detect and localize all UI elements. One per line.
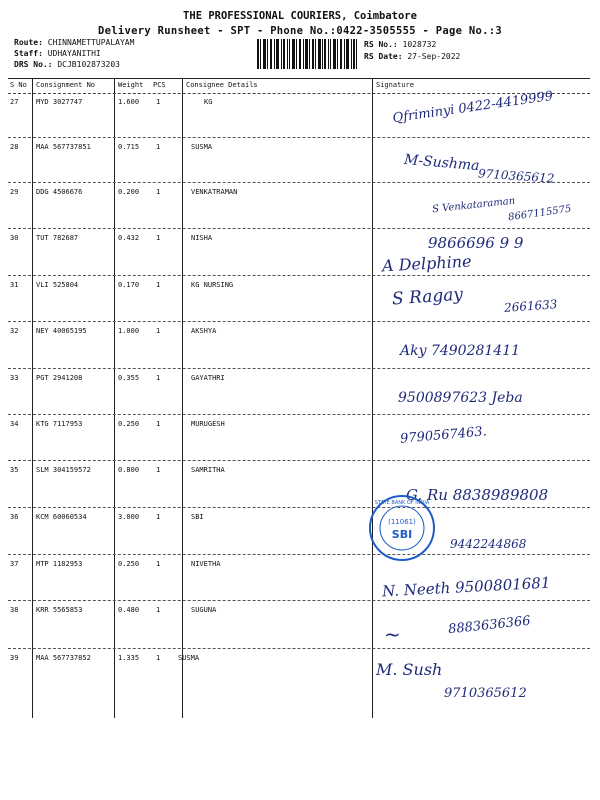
table-row — [8, 321, 590, 369]
row-consignment: TUT 782687 — [36, 234, 79, 242]
signature-mark: ~ — [384, 622, 401, 646]
signature: 9500897623 Jeba — [398, 390, 523, 406]
row-weight: 1.335 — [118, 654, 140, 662]
row-pcs: 1 — [156, 188, 161, 196]
row-weight: 0.715 — [118, 143, 140, 151]
row-consignment: NEY 40065195 — [36, 327, 87, 335]
drs-value: DCJB102873203 — [57, 60, 120, 69]
row-consignment: SLM 304159572 — [36, 466, 91, 474]
row-sno: 33 — [10, 374, 19, 382]
document-subtitle: Delivery Runsheet - SPT - Phone No.:0422-3505555 - Page No.:3 — [98, 25, 502, 37]
rs-date-label: RS Date: — [364, 52, 403, 61]
row-consignment: MTP 1182953 — [36, 560, 83, 568]
row-weight: 0.800 — [118, 466, 140, 474]
signature: A Delphine — [381, 251, 472, 276]
row-weight: 1.600 — [118, 98, 140, 106]
row-consignment: VLI 525804 — [36, 281, 79, 289]
phone-note: 9442244868 — [450, 537, 527, 551]
row-consignee: KG — [204, 98, 213, 106]
rs-date-value: 27-Sep-2022 — [407, 52, 461, 61]
row-weight: 3.000 — [118, 513, 140, 521]
row-sno: 34 — [10, 420, 19, 428]
phone-note: 2661633 — [503, 297, 558, 315]
row-sno: 32 — [10, 327, 19, 335]
table-row — [8, 368, 590, 415]
signature: M-Sushma — [403, 151, 481, 175]
row-consignee: SBI — [191, 513, 204, 521]
row-consignment: MAA 567737851 — [36, 143, 91, 151]
row-weight: 0.355 — [118, 374, 140, 382]
signature: N. Neeth 9500801681 — [381, 573, 551, 601]
row-sno: 29 — [10, 188, 19, 196]
row-sno: 38 — [10, 606, 19, 614]
row-weight: 0.200 — [118, 188, 140, 196]
drs-label: DRS No.: — [14, 60, 53, 69]
row-weight: 0.480 — [118, 606, 140, 614]
row-weight: 0.432 — [118, 234, 140, 242]
row-weight: 0.170 — [118, 281, 140, 289]
col-weight: Weight — [118, 81, 144, 89]
row-consignee: NISHA — [191, 234, 213, 242]
row-pcs: 1 — [156, 327, 161, 335]
phone-note: 8883636366 — [447, 613, 532, 638]
row-consignment: KTG 7117953 — [36, 420, 83, 428]
table-row — [8, 600, 590, 649]
table-row — [8, 460, 590, 508]
phone-note: 9710365612 — [477, 166, 555, 186]
stamp-sbi: SBI — [391, 528, 413, 541]
table-row — [8, 88, 590, 138]
phone-note: 9710365612 — [444, 686, 527, 701]
row-weight: 0.250 — [118, 420, 140, 428]
row-consignee: KG NURSING — [191, 281, 234, 289]
table-row — [8, 507, 590, 555]
rs-no-value: 1028732 — [402, 40, 437, 49]
signature: Qfriminyi 0422-4419999 — [391, 88, 554, 127]
row-consignee: MURUGESH — [191, 420, 225, 428]
row-consignee: NIVETHA — [191, 560, 221, 568]
row-consignee: SUSMA — [191, 143, 213, 151]
col-pcs: PCS — [153, 81, 166, 89]
row-consignee: SUGUNA — [191, 606, 217, 614]
rs-no-line — [364, 40, 436, 49]
col-consignment: Consignment No — [36, 81, 96, 89]
row-pcs: 1 — [156, 281, 161, 289]
stamp-top-text: STATE BANK OF INDIA — [374, 500, 430, 506]
table-row — [8, 137, 590, 186]
table-row — [8, 554, 590, 601]
phone-note: 9866696 9 9 — [428, 234, 524, 252]
row-consignee: VENKATRAMAN — [191, 188, 238, 196]
row-pcs: 1 — [156, 606, 161, 614]
route-label: Route: — [14, 38, 43, 47]
row-consignment: MYD 3027747 — [36, 98, 83, 106]
row-sno: 39 — [10, 654, 19, 662]
row-pcs: 1 — [156, 654, 161, 662]
row-consignee: AKSHYA — [191, 327, 217, 335]
row-weight: 1.000 — [118, 327, 140, 335]
row-weight: 0.250 — [118, 560, 140, 568]
row-pcs: 1 — [156, 466, 161, 474]
staff-line — [14, 49, 101, 58]
row-pcs: 1 — [156, 143, 161, 151]
staff-value: UDHAYANITHI — [47, 49, 101, 58]
bank-stamp — [368, 494, 436, 562]
col-consignee: Consignee Details — [186, 81, 258, 89]
signature: Aky 7490281411 — [400, 343, 521, 359]
signature: S Venkataraman — [431, 195, 516, 216]
phone-note: 8667115575 — [507, 203, 573, 224]
row-consignment: MAA 567737852 — [36, 654, 91, 662]
route-value: CHINNAMETTUPALAYAM — [47, 38, 135, 47]
row-consignee: SAMRITHA — [191, 466, 225, 474]
rs-date-line — [364, 52, 460, 61]
col-sno: S No — [10, 81, 27, 89]
row-pcs: 1 — [156, 234, 161, 242]
signature: 9790567463. — [399, 424, 488, 447]
row-sno: 37 — [10, 560, 19, 568]
row-consignee: SUSMA — [178, 654, 200, 662]
table-row — [8, 648, 590, 708]
stamp-code: (11061) — [388, 518, 416, 526]
row-sno: 31 — [10, 281, 19, 289]
table-row — [8, 414, 590, 461]
rs-no-label: RS No.: — [364, 40, 398, 49]
col-signature: Signature — [376, 81, 414, 89]
document-title: THE PROFESSIONAL COURIERS, Coimbatore — [183, 10, 417, 22]
row-consignee: GAYATHRI — [191, 374, 225, 382]
table-row — [8, 228, 590, 276]
row-pcs: 1 — [156, 98, 161, 106]
staff-label: Staff: — [14, 49, 43, 58]
row-pcs: 1 — [156, 560, 161, 568]
runsheet-table — [8, 78, 590, 718]
row-sno: 35 — [10, 466, 19, 474]
signature: M. Sush — [376, 660, 443, 679]
row-sno: 30 — [10, 234, 19, 242]
drs-line — [14, 60, 120, 69]
barcode — [257, 39, 357, 69]
table-row — [8, 275, 590, 322]
row-sno: 28 — [10, 143, 19, 151]
route-line — [14, 38, 134, 47]
row-pcs: 1 — [156, 420, 161, 428]
row-sno: 36 — [10, 513, 19, 521]
table-row — [8, 182, 590, 229]
signature: G. Ru 8838989808 — [406, 486, 549, 504]
row-consignment: KRR 5565853 — [36, 606, 83, 614]
row-pcs: 1 — [156, 374, 161, 382]
row-sno: 27 — [10, 98, 19, 106]
row-consignment: KCM 60060534 — [36, 513, 87, 521]
row-consignment: PGT 2941208 — [36, 374, 83, 382]
row-pcs: 1 — [156, 513, 161, 521]
signature: S Ragay — [391, 284, 464, 310]
row-consignment: DDG 4506676 — [36, 188, 83, 196]
